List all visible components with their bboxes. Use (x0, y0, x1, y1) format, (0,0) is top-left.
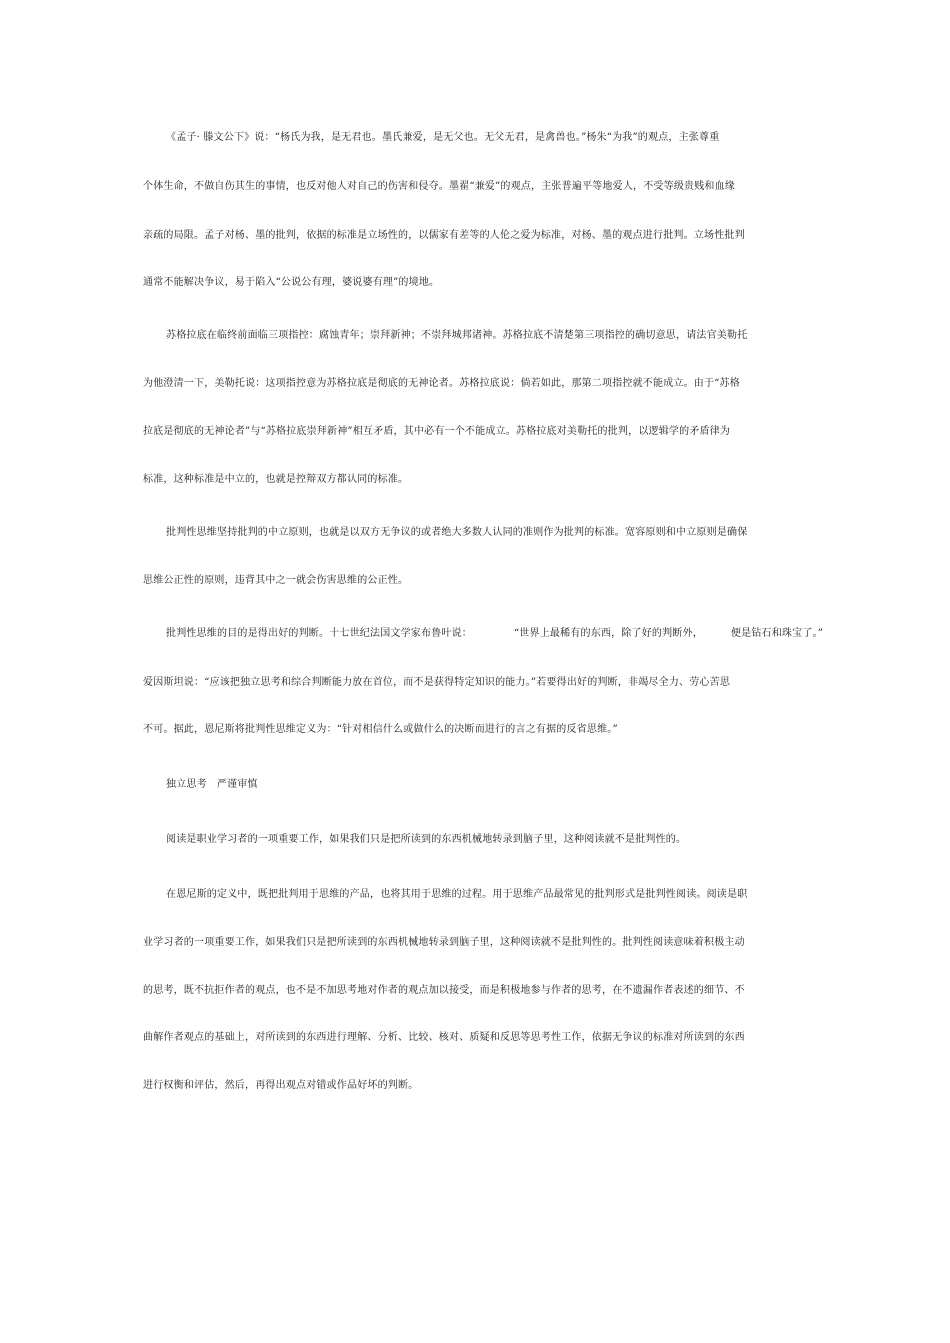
paragraph-line: 曲解作者观点的基础上，对所读到的东西进行理解、分析、比较、核对、质疑和反思等思考性工作，依据无争议的标准对所读到的东西 (143, 1032, 745, 1043)
quote-intro: 批判性思维的目的是得出好的判断。十七世纪法国文学家布鲁叶说： (166, 628, 472, 639)
paragraph-line: 思维公正性的原则，违背其中之一就会伤害思维的公正性。 (143, 575, 409, 586)
paragraph-line: 《孟子· 滕文公下》说：“杨氏为我，是无君也。墨氏兼爱，是无父也。无父无君，是禽兽也。”杨朱“为我”的观点，主张尊重 (166, 132, 720, 143)
paragraph-line: 亲疏的局限。孟子对杨、墨的批判，依据的标准是立场性的，以儒家有差等的人伦之爱为标准，对杨、墨的观点进行批判。立场性批判 (143, 230, 745, 241)
heading-part: 严谨审慎 (216, 779, 258, 790)
section-heading (166, 778, 258, 792)
paragraph-line: 业学习者的一项重要工作，如果我们只是把所读到的东西机械地转录到脑子里，这种阅读就不是批判性的。批判性阅读意味着积极主动 (143, 937, 745, 948)
paragraph-line: 拉底是彻底的无神论者”与“苏格拉底崇拜新神”相互矛盾，其中必有一个不能成立。苏格拉底对美勒托的批判，以逻辑学的矛盾律为 (143, 426, 731, 437)
paragraph-line: 通常不能解决争议，易于陷入“公说公有理，婆说婆有理”的境地。 (143, 277, 440, 288)
quote-text-end: 便是钻石和珠宝了。” (730, 628, 824, 639)
paragraph-line: 阅读是职业学习者的一项重要工作，如果我们只是把所读到的东西机械地转录到脑子里，这种阅读就不是批判性的。 (166, 834, 687, 845)
paragraph-line: 爱因斯坦说：“应该把独立思考和综合判断能力放在首位，而不是获得特定知识的能力。”若要得出好的判断，非竭尽全力、劳心苦思 (143, 677, 731, 688)
paragraph-line: 的思考，既不抗拒作者的观点，也不是不加思考地对作者的观点加以接受，而是积极地参与作者的思考，在不遗漏作者表述的细节、不 (143, 985, 745, 996)
quote-line (166, 627, 823, 641)
paragraph-line: 苏格拉底在临终前面临三项指控：腐蚀青年；崇拜新神；不崇拜城邦诸神。苏格拉底不清楚第三项指控的确切意思，请法官美勒托 (166, 330, 748, 341)
paragraph-line: 在恩尼斯的定义中，既把批判用于思维的产品，也将其用于思维的过程。用于思维产品最常见的批判形式是批判性阅读。阅读是职 (166, 889, 748, 900)
paragraph-line: 批判性思维坚持批判的中立原则，也就是以双方无争议的或者绝大多数人认同的准则作为批判的标准。宽容原则和中立原则是确保 (166, 527, 748, 538)
quote-text: “世界上最稀有的东西，除了好的判断外， (514, 628, 703, 639)
paragraph-line: 个体生命，不做自伤其生的事情，也反对他人对自己的伤害和侵夺。墨翟“兼爱”的观点，主张普遍平等地爱人，不受等级贵贱和血缘 (143, 181, 736, 192)
paragraph-line: 不可。据此，恩尼斯将批判性思维定义为：“针对相信什么或做什么的决断而进行的言之有据的反省思维。” (143, 724, 618, 735)
paragraph-line: 进行权衡和评估，然后，再得出观点对错或作品好坏的判断。 (143, 1080, 419, 1091)
heading-part: 独立思考 (166, 779, 207, 790)
paragraph-line: 为他澄清一下，美勒托说：这项指控意为苏格拉底是彻底的无神论者。苏格拉底说：倘若如此，那第二项指控就不能成立。由于“苏格 (143, 378, 740, 389)
paragraph-line: 标准，这种标准是中立的，也就是控辩双方都认同的标准。 (143, 474, 409, 485)
